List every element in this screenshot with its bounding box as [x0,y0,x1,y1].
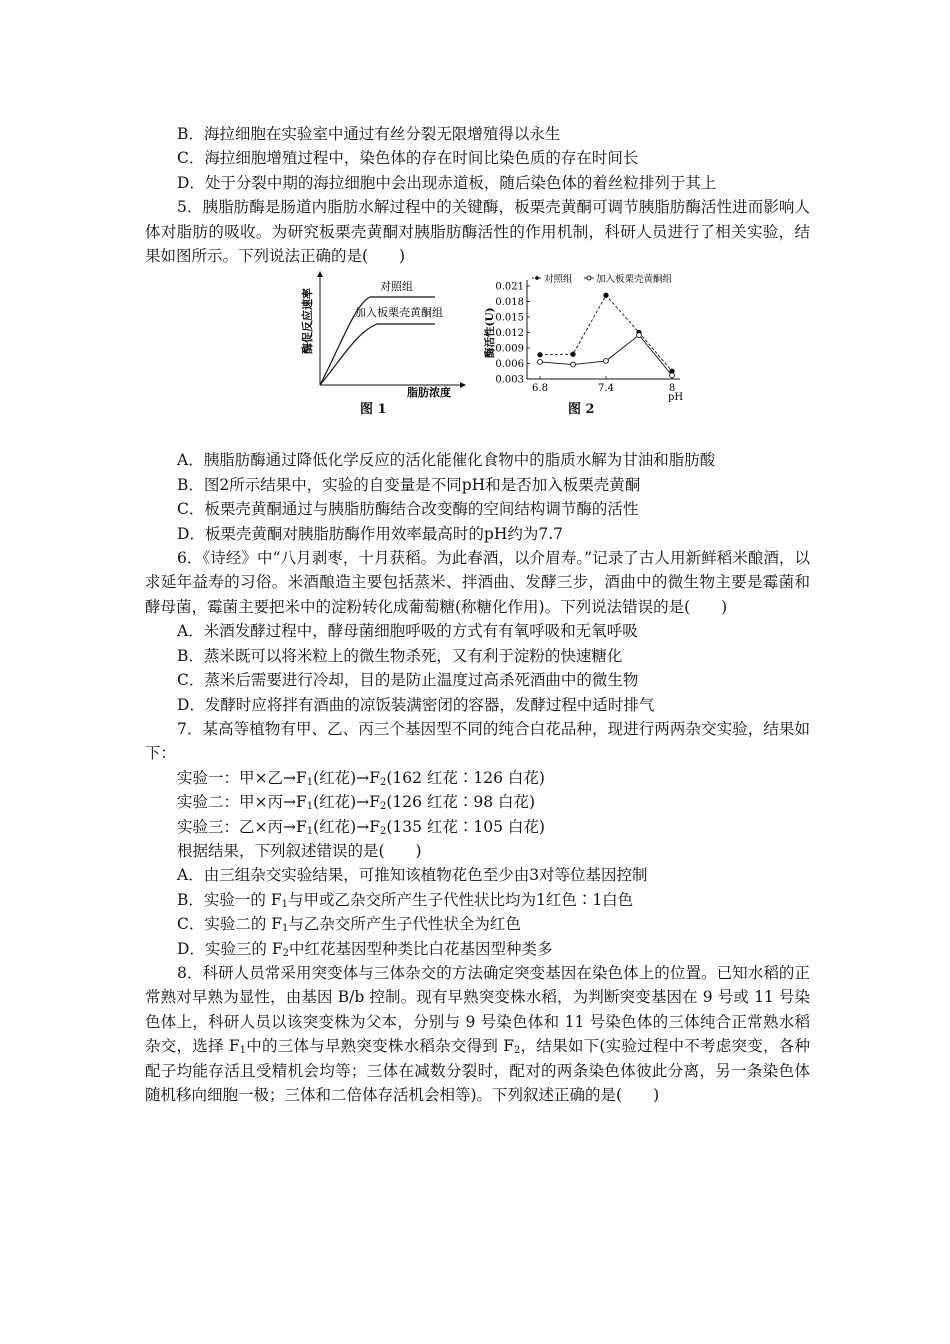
fig1-curve-added [320,324,435,385]
series-1-point [571,363,576,368]
x-tick-label: 7.4 [598,383,614,395]
figure-1 [295,272,475,418]
x-tick-label: 6.8 [532,383,548,395]
figure-2-svg [480,272,690,404]
q7-exp1: 实验一：甲×乙$\to F_1$(红花)$\to F_2(162$ 红花∶126 白花) [177,768,545,788]
y-tick-label: 0.018 [495,297,524,309]
y-tick-label: 0.021 [495,281,524,293]
q4-option-b: B．海拉细胞在实验室中通过有丝分裂无限增殖得以永生 [177,125,561,143]
q7-exp3: 实验三：乙×丙$\to F_1$(红花)$\to F_2(135$ 红花∶105 白花) [177,817,545,837]
q5-option-a: A．胰脂肪酶通过降低化学反应的活化能催化食物中的脂质水解为甘油和脂肪酸 [177,451,716,470]
fig2-x-label: pH [668,392,684,404]
fig1-y-label: 酶促反应速率 [301,288,314,355]
q7-option-b: B．实验一的 $F_1$与甲或乙杂交所产生子代性状比均为1红色∶1白色 [177,890,634,910]
q6-option-b: B．蒸米既可以将米粒上的微生物杀死，又有利于淀粉的快速糖化 [177,646,623,665]
fig1-label-added: 加入板栗壳黄酮组 [355,306,443,320]
q4-option-d: D．处于分裂中期的海拉细胞中会出现赤道板，随后染色体的着丝粒排列于其上 [177,173,717,192]
y-tick-label: 0.003 [495,374,524,386]
q5-option-b: B．图2所示结果中，实验的自变量是不同pH和是否加入板栗壳黄酮 [177,475,641,494]
legend-added-label: 加入板栗壳黄酮组 [596,274,673,286]
series-0-point [571,352,575,356]
q5-figures [145,272,810,442]
q6-option-a: A．米酒发酵过程中，酵母菌细胞呼吸的方式有有氧呼吸和无氧呼吸 [177,622,638,641]
exam-page [145,122,810,1107]
y-tick-label: 0.012 [495,328,524,340]
q7-exp2: 实验二：甲×丙$\to F_1$(红花)$\to F_2(126$ 红花∶98 白花) [177,793,536,813]
figure-1-caption: 图 1 [360,402,387,418]
series-1-point [637,333,642,338]
series-0-point [604,294,608,298]
q6-option-c: C．蒸米后需要进行冷却，目的是防止温度过高杀死酒曲中的微生物 [177,671,639,690]
q6-stem: 6．《诗经》中“八月剥枣，十月获稻。为此春酒，以介眉寿。”记录了古人用新鲜稻米酿酒，以求延年益寿的习俗。米酒酿造主要包括蒸米、拌酒曲、发酵三步，酒曲中的微生物主要是霉菌和酵母菌，霉菌主要把米中的淀粉转化成葡萄糖(称糖化作用)。下列说法错误的是( ) [145,549,810,616]
series-1-point [604,359,609,364]
fig2-y-label: 酶活性(U) [484,307,496,359]
x-tick-label: 8 [668,383,676,395]
q5-stem: 5．胰脂肪酶是肠道内脂肪水解过程中的关键酶，板栗壳黄酮可调节胰脂肪酶活性进而影响人体对脂肪的吸收。为研究板栗壳黄酮对胰脂肪酶活性的作用机制，科研人员进行了相关实验，结果如图所示。下列说法正确的是( ) [145,198,810,266]
y-tick-label: 0.015 [495,312,524,324]
q7-option-c: C．实验二的 $F_1$与乙杂交所产生子代性状全为红色 [177,915,521,935]
q8-stem: 8．科研人员常采用突变体与三体杂交的方法确定突变基因在染色体上的位置。已知水稻的正常熟对早熟为显性，由基因 B/b 控制。现有早熟突变株水稻，为判断突变基因在 9 号或 11 号染色体上，科研人员以该突变株为父本，分别与 9 号染色体和 11 号染色体的三体纯合正常熟水稻杂交，选择 $F_1$中的三体与早熟突变株水稻杂交得到 $F_2$，结果如下(实验过程中不考虑突变，各种配子均能存活且受精机会均等；三体在减数分裂时，配对的两条染色体彼此分离，另一条染色体随机移向细胞一极；三体和二倍体存活机会相等)。下列叙述正确的是( ) [145,963,810,1104]
figure-2-caption: 图 2 [568,402,595,418]
figure-1-svg [295,272,475,400]
fig1-label-control: 对照组 [380,280,413,294]
series-line-1 [540,336,672,376]
legend-control-label: 对照组 [544,274,573,286]
q7-option-d: D．实验三的 $F_2$中红花基因型种类比白花基因型种类多 [177,939,553,959]
q7-option-a: A．由三组杂交实验结果，可推知该植物花色至少由3对等位基因控制 [177,866,648,885]
legend-added-marker [587,276,591,280]
y-tick-label: 0.009 [495,343,524,355]
series-1-point [670,373,675,378]
q5-option-d: D．板栗壳黄酮对胰脂肪酶作用效率最高时的pH约为7.7 [177,524,564,543]
q6-option-d: D．发酵时应将拌有酒曲的凉饭装满密闭的容器，发酵过程中适时排气 [177,695,655,714]
q5-option-c: C．板栗壳黄酮通过与胰脂肪酶结合改变酶的空间结构调节酶的活性 [177,500,639,519]
q7-stem: 7．某高等植物有甲、乙、丙三个基因型不同的纯合白花品种，现进行两两杂交实验，结果如下： [145,719,810,763]
fig1-x-label: 脂肪浓度 [407,386,451,400]
series-0-point [538,353,542,357]
q7-ask: 根据结果，下列叙述错误的是( ) [177,841,422,860]
legend-control-marker [535,277,539,281]
fig2-legend [532,273,673,285]
figure-2 [480,272,690,418]
y-tick-label: 0.006 [495,359,524,371]
q4-option-c: C．海拉细胞增殖过程中，染色体的存在时间比染色质的存在时间长 [177,149,639,168]
series-1-point [538,360,543,365]
